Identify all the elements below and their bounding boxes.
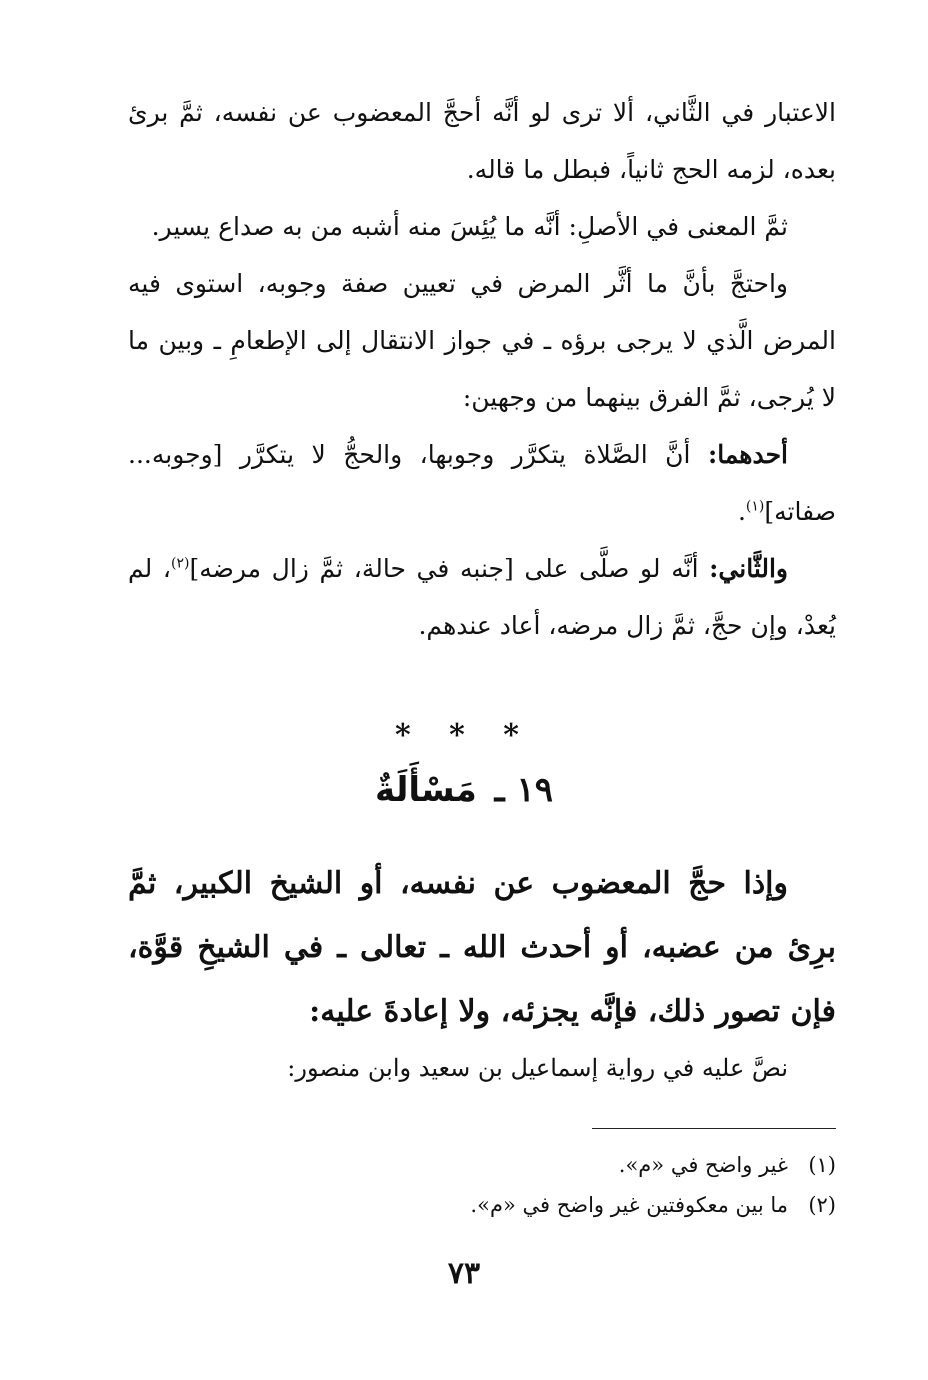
second-point-end: ، لم يُعدْ، وإن حجَّ، ثمَّ زال مرضه، أعاد عندهم. bbox=[128, 554, 836, 640]
section-title: مَسْأَلَةٌ bbox=[375, 770, 477, 810]
paragraph-5 bbox=[128, 540, 836, 654]
section-heading bbox=[0, 770, 928, 810]
paragraph-3: واحتجَّ بأنَّ ما أثَّر المرض في تعيين صفة وجوبه، استوى فيه المرض الَّذي لا يرجى برؤه ـ في جواز الانتقال إلى الإطعامِ ـ وبين ما لا يُرجى، ثمَّ الفرق بينهما من وجهين: bbox=[128, 269, 836, 412]
footnote-number: (٢) bbox=[808, 1193, 836, 1217]
second-point-text: أنَّه لو صلَّى على [جنبه في حالة، ثمَّ زال مرضه] bbox=[189, 554, 710, 583]
footnote-divider bbox=[592, 1128, 836, 1129]
issue-text: وإذا حجَّ المعضوب عن نفسه، أو الشيخ الكبير، ثمَّ برِئ من عضبه، أو أحدث الله ـ تعالى ـ في الشيخِ قوَّة، فإن تصور ذلك، فإنَّه يجزئه، ولا إعادةَ عليه: bbox=[128, 866, 836, 1029]
footnote-ref-1: (١) bbox=[745, 498, 765, 515]
footnote-number: (١) bbox=[808, 1153, 836, 1177]
footnotes bbox=[128, 1145, 836, 1225]
page-number: ٧٣ bbox=[447, 1256, 481, 1291]
paragraph-2: ثمَّ المعنى في الأصلِ: أنَّه ما يُئِسَ منه أشبه من به صداع يسير. bbox=[151, 212, 788, 241]
main-text bbox=[128, 84, 836, 654]
footnote-2 bbox=[128, 1185, 836, 1225]
second-point-label: والثَّاني: bbox=[709, 554, 788, 583]
section-number: ١٩ ـ bbox=[494, 770, 553, 810]
source-line: نصَّ عليه في رواية إسماعيل بن سعيد وابن منصور: bbox=[287, 1054, 788, 1082]
footnote-ref-2: (٢) bbox=[170, 555, 190, 572]
first-point-end: . bbox=[737, 497, 746, 526]
issue-statement bbox=[128, 852, 836, 1044]
footnote-1 bbox=[128, 1145, 836, 1185]
section-separator: * * * bbox=[395, 718, 533, 753]
footnote-text: غير واضح في «م». bbox=[618, 1153, 788, 1177]
footnote-text: ما بين معكوفتين غير واضح في «م». bbox=[470, 1193, 788, 1217]
paragraph-1: الاعتبار في الثَّاني، ألا ترى لو أنَّه أحجَّ المعضوب عن نفسه، ثمَّ برئ بعده، لزمه الحج ثانياً، فبطل ما قاله. bbox=[128, 98, 836, 184]
paragraph-4 bbox=[128, 426, 836, 540]
first-point-label: أحدهما: bbox=[707, 440, 788, 469]
first-point-text: أنَّ الصَّلاة يتكرَّر وجوبها، والحجُّ لا يتكرَّر [وجوبه... صفاته] bbox=[128, 440, 836, 526]
